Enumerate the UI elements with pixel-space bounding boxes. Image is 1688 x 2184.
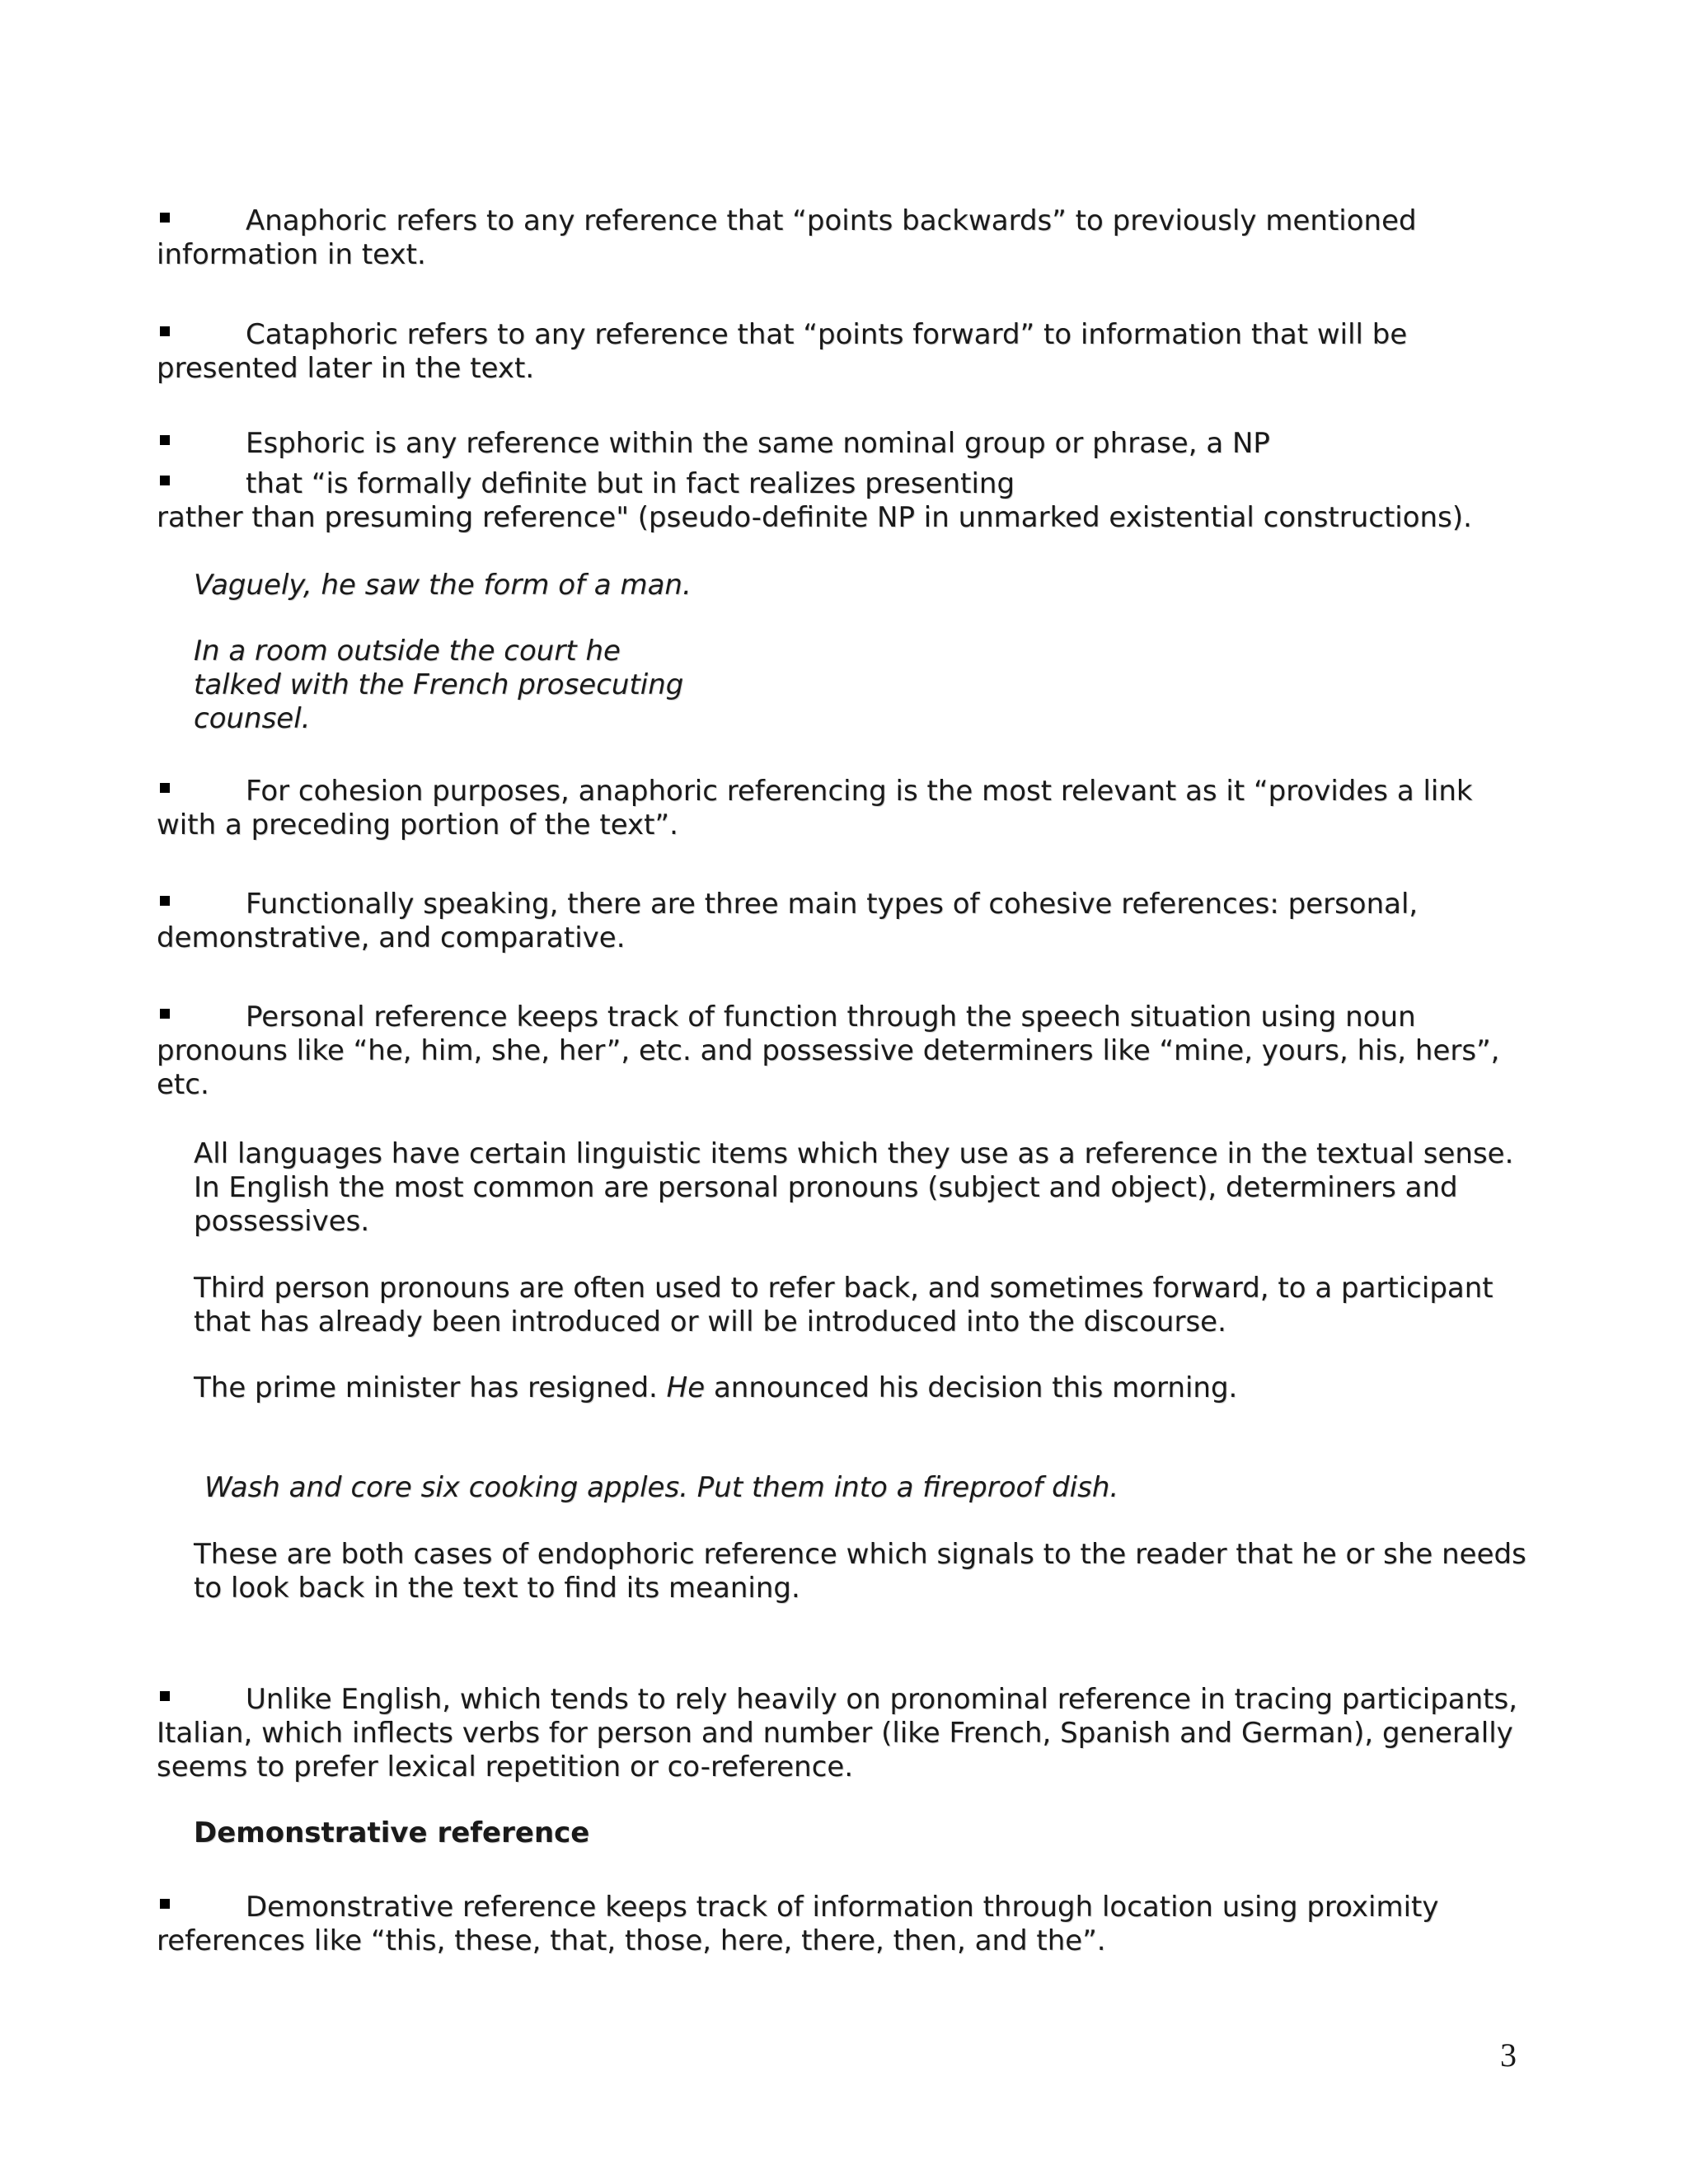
example-text: announced his decision this morning. xyxy=(705,1371,1238,1404)
example-prime-minister xyxy=(194,1371,1529,1405)
example-line: In a room outside the court he xyxy=(194,635,621,668)
square-bullet-icon xyxy=(160,1899,170,1909)
square-bullet-icon xyxy=(160,1009,170,1019)
example-pronoun: He xyxy=(666,1371,706,1404)
paragraph-both-cases: These are both cases of endophoric reference which signals to the reader that he or she needs to look back in the text to find its meaning. xyxy=(194,1538,1526,1605)
paragraph-anaphoric xyxy=(157,204,1525,272)
square-bullet-icon xyxy=(160,213,170,223)
paragraph-text: Esphoric is any reference within the same nominal group or phrase, a NP xyxy=(246,427,1270,460)
paragraph-cohesion xyxy=(157,775,1525,842)
example-wash: Wash and core six cooking apples. Put them into a fireproof dish. xyxy=(204,1471,1119,1504)
example-vaguely: Vaguely, he saw the form of a man. xyxy=(194,569,692,602)
paragraph-text: Functionally speaking, there are three main types of cohesive references: personal, demonstrative, and comparative. xyxy=(157,888,1418,954)
square-bullet-icon xyxy=(160,326,170,336)
page-number: 3 xyxy=(1500,2036,1517,2074)
heading-demonstrative-reference: Demonstrative reference xyxy=(194,1816,590,1849)
square-bullet-icon xyxy=(160,783,170,793)
paragraph-text: Personal reference keeps track of function through the speech situation using noun pronouns like “he, him, she, her”, etc. and possessive determiners like “mine, yours, his, hers”, etc. xyxy=(157,1001,1500,1101)
paragraph-unlike xyxy=(157,1683,1525,1784)
paragraph-cataphoric xyxy=(157,318,1525,386)
paragraph-text: Cataphoric refers to any reference that “points forward” to information that will be presented later in the text. xyxy=(157,318,1408,385)
paragraph-all-languages: All languages have certain linguistic items which they use as a reference in the textual sense. In English the most common are personal pronouns (subject and object), determiners and possessives. xyxy=(194,1137,1514,1238)
example-line: talked with the French prosecuting xyxy=(194,668,684,701)
paragraph-text: Unlike English, which tends to rely heavily on pronominal reference in tracing participants, Italian, which inflects verbs for person and number (like French, Spanish and German), generally seems to prefer lexical repetition or co-reference. xyxy=(157,1683,1518,1783)
square-bullet-icon xyxy=(160,476,170,485)
paragraph-text: Anaphoric refers to any reference that “points backwards” to previously mentioned information in text. xyxy=(157,204,1417,271)
example-text: The prime minister has resigned. xyxy=(194,1371,667,1404)
paragraph-demonstrative xyxy=(157,1891,1525,1958)
example-room xyxy=(194,635,1529,736)
paragraph-text: rather than presuming reference" (pseudo-definite NP in unmarked existential constructions). xyxy=(157,501,1472,534)
paragraph-third-person: Third person pronouns are often used to refer back, and sometimes forward, to a participant that has already been introduced or will be introduced into the discourse. xyxy=(194,1272,1493,1338)
square-bullet-icon xyxy=(160,1691,170,1701)
example-line: counsel. xyxy=(194,702,311,735)
paragraph-functionally xyxy=(157,888,1525,955)
paragraph-text: Demonstrative reference keeps track of information through location using proximity references like “this, these, that, those, here, there, then, and the”. xyxy=(157,1891,1439,1957)
square-bullet-icon xyxy=(160,896,170,906)
paragraph-text: For cohesion purposes, anaphoric referencing is the most relevant as it “provides a link with a preceding portion of the text”. xyxy=(157,775,1473,841)
paragraph-text: that “is formally definite but in fact realizes presenting xyxy=(246,467,1015,500)
paragraph-personal xyxy=(157,1001,1525,1102)
paragraph-esphoric xyxy=(157,427,1525,535)
square-bullet-icon xyxy=(160,435,170,445)
